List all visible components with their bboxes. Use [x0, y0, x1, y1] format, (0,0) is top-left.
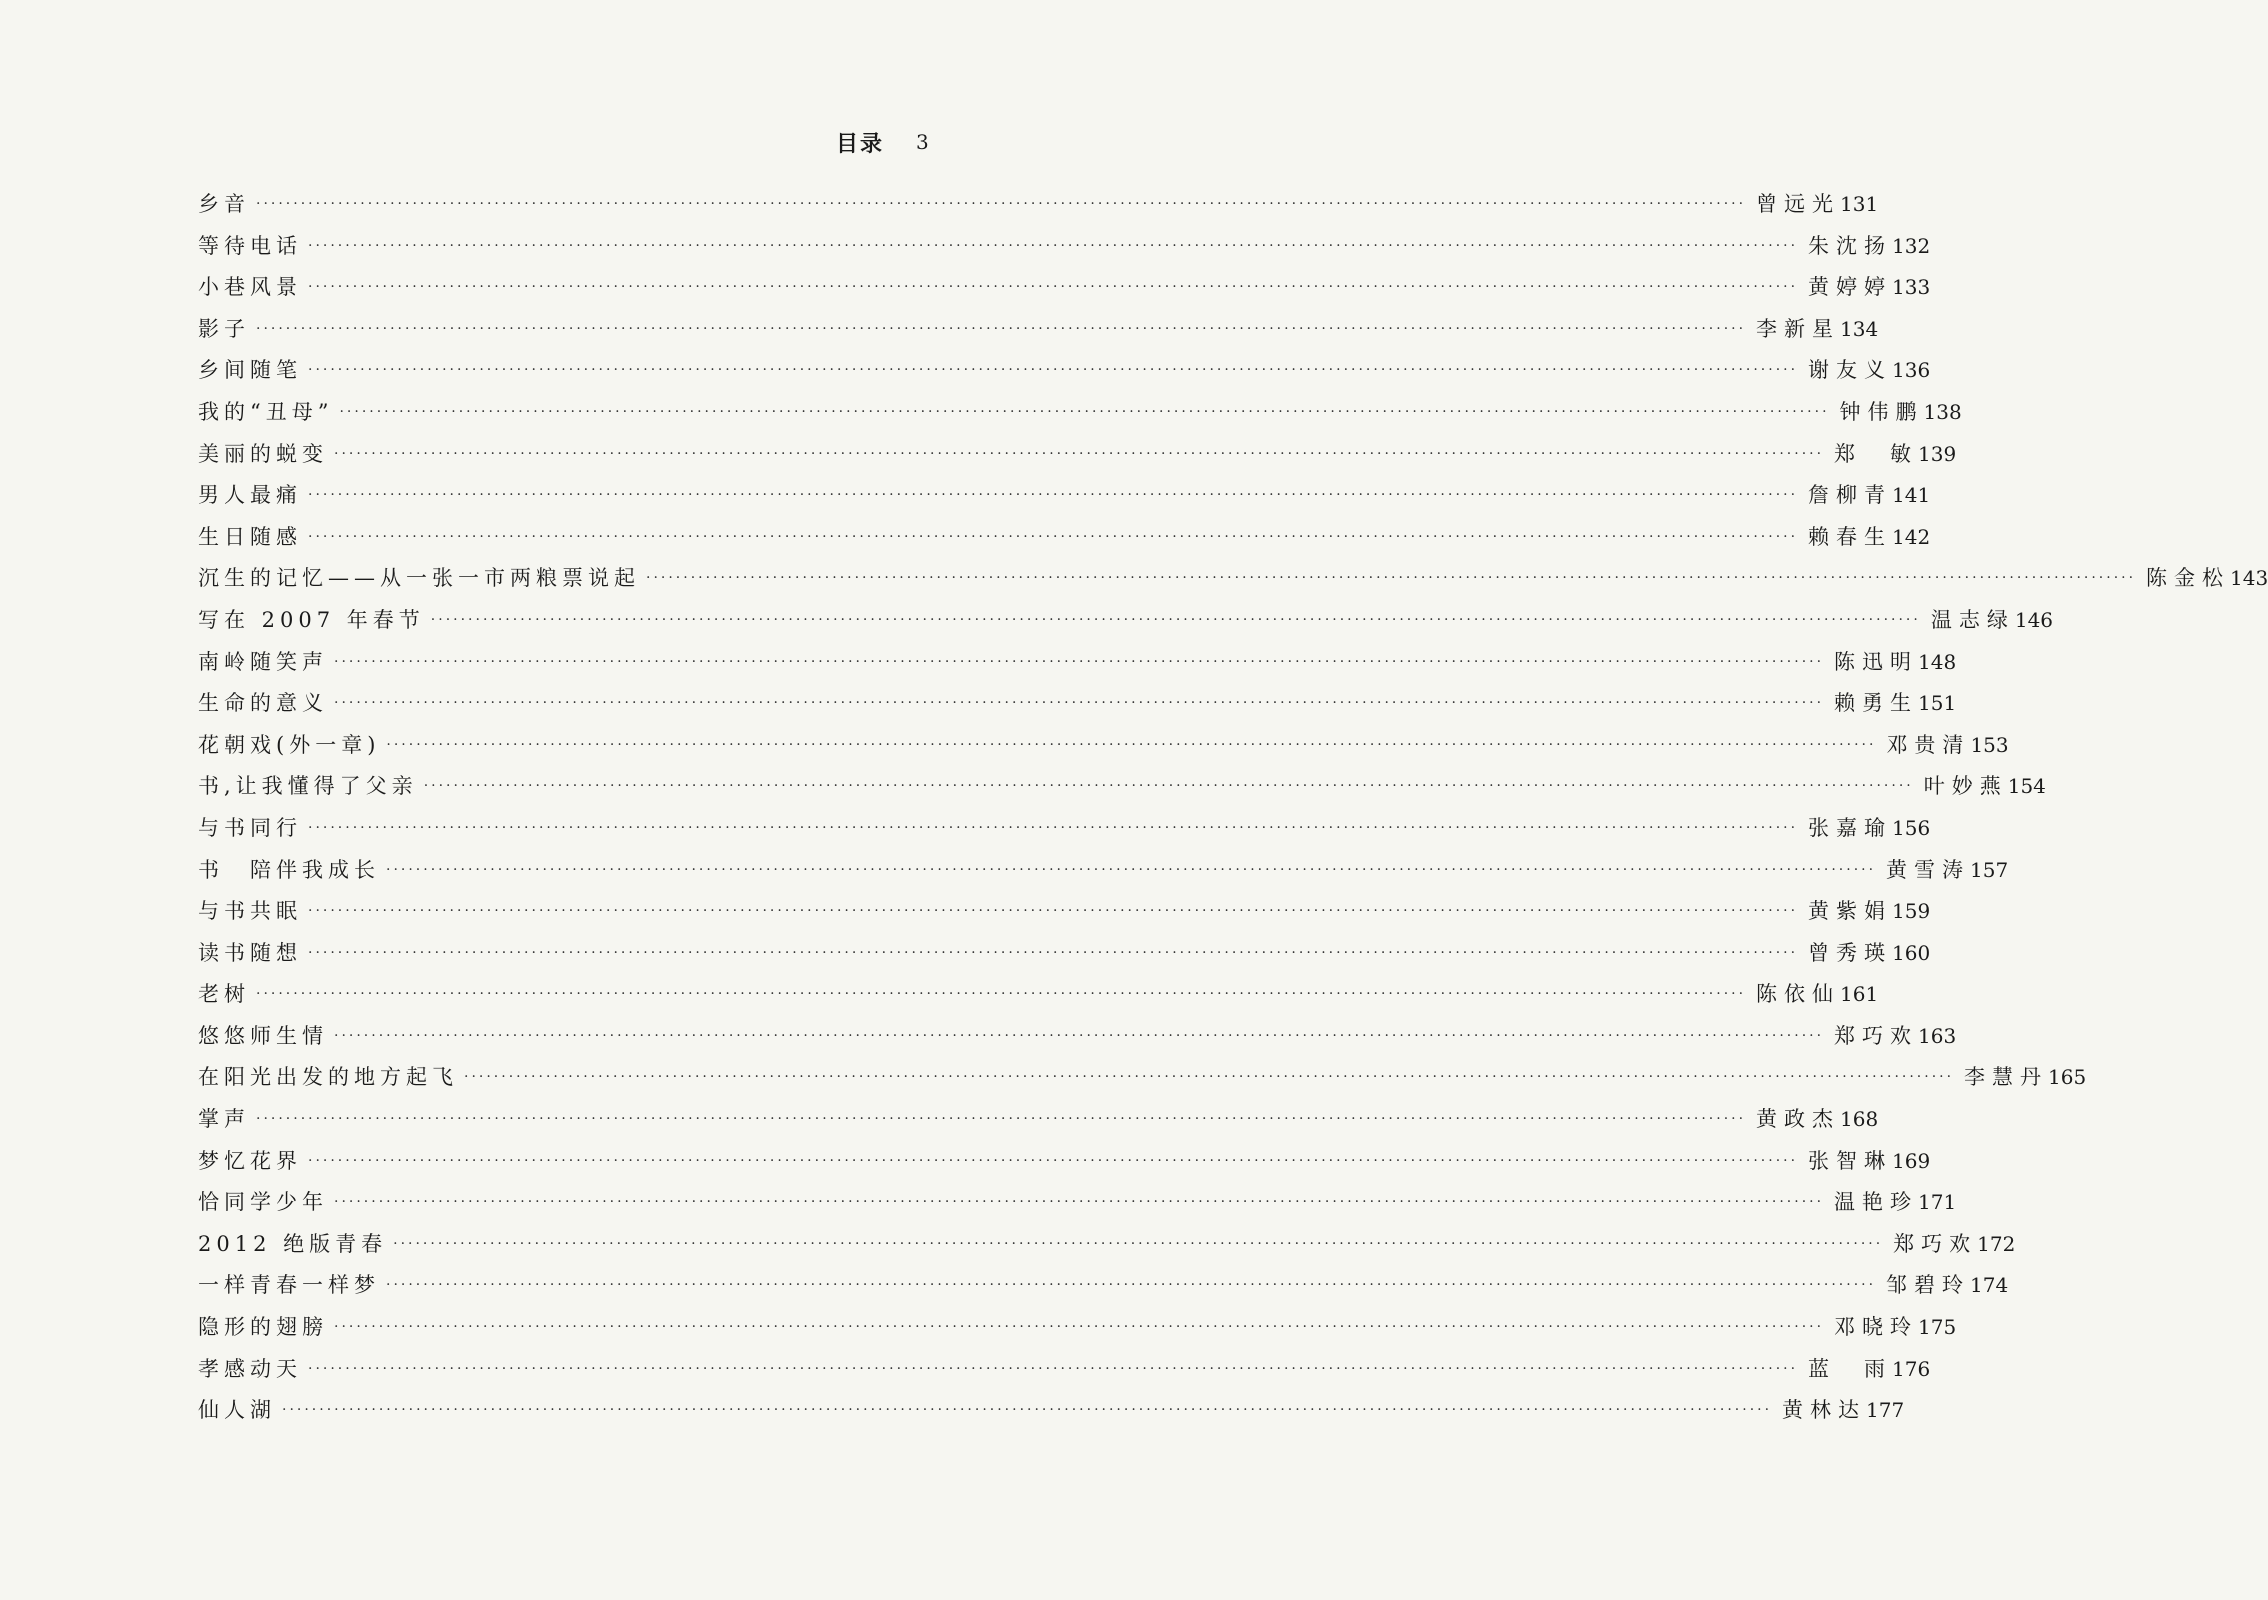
dot-leader: ········································································································································································································ [308, 1360, 1799, 1377]
toc-entry [198, 854, 2009, 896]
toc-entry-page: 169 [1892, 1148, 1931, 1173]
toc-entry-page: 160 [1892, 940, 1931, 965]
toc-entry-author: 黄婷婷 [1808, 275, 1889, 300]
toc-entry-page: 168 [1840, 1107, 1879, 1132]
toc-entry-author: 李新星 [1756, 316, 1837, 341]
dot-leader: ········································································································································································································ [386, 1277, 1877, 1294]
toc-entry-title: 读书随想 [198, 940, 302, 965]
dot-leader: ········································································································································································································ [423, 778, 1914, 795]
toc-entry-page: 161 [1840, 982, 1879, 1007]
dot-leader: ········································································································································································································ [308, 487, 1799, 504]
dot-leader: ········································································································································································································ [256, 320, 1747, 337]
toc-entry [198, 770, 2046, 812]
toc-entry [198, 1394, 1905, 1436]
toc-entry [198, 646, 1957, 688]
toc-entry-page: 136 [1892, 358, 1931, 383]
toc-entry-page: 172 [1977, 1231, 2016, 1256]
toc-entry-title: 掌声 [198, 1107, 250, 1132]
toc-entry-author: 黄雪涛 [1886, 857, 1967, 882]
toc-entry-title: 在阳光出发的地方起飞 [198, 1065, 458, 1090]
dot-leader: ········································································································································································································ [308, 903, 1799, 920]
toc-entry-title: 恰同学少年 [198, 1190, 328, 1215]
toc-entry [198, 1020, 1957, 1062]
header-page-number: 3 [916, 130, 929, 154]
table-of-contents [198, 188, 2268, 1436]
toc-entry-author: 黄林达 [1782, 1398, 1863, 1423]
toc-entry-page: 175 [1918, 1315, 1957, 1340]
toc-entry-page: 153 [1970, 732, 2009, 757]
header-title: 目录 [836, 131, 885, 157]
dot-leader: ········································································································································································································ [339, 403, 1830, 420]
toc-entry-title: 仙人湖 [198, 1398, 276, 1423]
toc-entry-author: 邓晓玲 [1834, 1315, 1915, 1340]
toc-entry-author: 陈依仙 [1756, 982, 1837, 1007]
toc-entry [198, 1311, 1957, 1353]
toc-entry-author: 钟伟鹏 [1839, 399, 1920, 424]
toc-entry-author: 谢友义 [1808, 358, 1889, 383]
toc-entry-page: 132 [1892, 233, 1931, 258]
toc-entry-page: 171 [1918, 1190, 1957, 1215]
toc-entry-author: 黄紫娟 [1808, 899, 1889, 924]
toc-entry-page: 146 [2014, 607, 2054, 632]
toc-entry-page: 138 [1923, 399, 1962, 424]
dot-leader: ········································································································································································································ [282, 1402, 1773, 1419]
toc-entry-author: 邓贵清 [1886, 732, 1967, 757]
toc-entry-title: 隐形的翅膀 [198, 1315, 328, 1340]
toc-entry-title: 一样青春一样梦 [198, 1273, 380, 1298]
toc-entry-author: 李慧丹 [1964, 1065, 2045, 1090]
toc-entry-author: 张嘉瑜 [1808, 815, 1889, 840]
toc-entry-title: 等待电话 [198, 233, 302, 258]
toc-entry-page: 174 [1970, 1273, 2009, 1298]
toc-entry-page: 151 [1918, 691, 1957, 716]
toc-entry [198, 521, 1931, 563]
toc-entry [198, 687, 1957, 729]
toc-entry-author: 温志绿 [1930, 607, 2011, 632]
toc-entry [198, 812, 1931, 854]
toc-entry [198, 438, 1957, 480]
toc-entry-page: 143 [2230, 566, 2268, 591]
toc-entry-title: 老树 [198, 982, 250, 1007]
toc-entry-title: 沉生的记忆——从一张一市两粮票说起 [198, 566, 640, 591]
toc-entry-title: 花朝戏(外一章) [198, 732, 381, 757]
toc-entry [198, 937, 1931, 979]
toc-entry [198, 1353, 1931, 1395]
toc-entry-page: 159 [1892, 899, 1931, 924]
toc-entry-author: 郑 敏 [1834, 441, 1915, 466]
toc-entry-author: 曾秀瑛 [1808, 940, 1889, 965]
toc-entry [198, 562, 2268, 604]
dot-leader: ········································································································································································································ [334, 1194, 1825, 1211]
toc-entry-title: 2012 绝版青春 [198, 1231, 388, 1256]
toc-entry-title: 悠悠师生情 [198, 1023, 328, 1048]
toc-entry [198, 271, 1931, 313]
dot-leader: ········································································································································································································ [256, 1111, 1747, 1128]
dot-leader: ········································································································································································································ [430, 611, 1921, 628]
dot-leader: ········································································································································································································ [393, 1235, 1884, 1252]
dot-leader: ········································································································································································································ [334, 695, 1825, 712]
toc-entry [198, 729, 2009, 771]
dot-leader: ········································································································································································································ [308, 237, 1799, 254]
dot-leader: ········································································································································································································ [334, 1027, 1825, 1044]
toc-entry [198, 354, 1931, 396]
dot-leader: ········································································································································································································ [334, 1319, 1825, 1336]
toc-entry-author: 曾远光 [1756, 192, 1837, 216]
toc-entry [198, 604, 2054, 646]
toc-entry-title: 男人最痛 [198, 483, 302, 508]
toc-entry-title: 写在 2007 年春节 [198, 607, 425, 632]
toc-entry-author: 赖勇生 [1834, 691, 1915, 716]
dot-leader: ········································································································································································································ [308, 362, 1799, 379]
toc-entry [198, 895, 1931, 937]
dot-leader: ········································································································································································································ [308, 819, 1799, 836]
dot-leader: ········································································································································································································ [386, 736, 1877, 753]
toc-entry-page: 133 [1892, 275, 1931, 300]
toc-entry-author: 温艳珍 [1834, 1190, 1915, 1215]
toc-entry-title: 影子 [198, 316, 250, 341]
toc-entry [198, 1186, 1957, 1228]
toc-entry-title: 小巷风景 [198, 275, 302, 300]
toc-entry-author: 叶妙燕 [1923, 774, 2004, 799]
toc-entry-author: 陈金松 [2146, 566, 2227, 591]
toc-entry-page: 141 [1892, 483, 1931, 508]
toc-entry [198, 1145, 1931, 1187]
toc-entry-page: 139 [1918, 441, 1957, 466]
toc-entry-page: 131 [1840, 192, 1879, 216]
toc-entry-author: 张智琳 [1808, 1148, 1889, 1173]
toc-entry-page: 142 [1892, 524, 1931, 549]
toc-entry-page: 134 [1840, 316, 1879, 341]
dot-leader: ········································································································································································································ [308, 528, 1799, 545]
toc-entry-title: 我的“丑母” [198, 399, 334, 424]
dot-leader: ········································································································································································································ [308, 279, 1799, 296]
toc-entry [198, 188, 1879, 230]
toc-entry-title: 生日随感 [198, 524, 302, 549]
toc-entry-title: 梦忆花界 [198, 1148, 302, 1173]
dot-leader: ········································································································································································································ [308, 1152, 1799, 1169]
toc-entry [198, 1269, 2009, 1311]
toc-entry [198, 1061, 2087, 1103]
dot-leader: ········································································································································································································ [308, 944, 1799, 961]
toc-entry-author: 黄政杰 [1756, 1107, 1837, 1132]
toc-entry-title: 南岭随笑声 [198, 649, 328, 674]
toc-entry [198, 396, 1962, 438]
toc-entry [198, 978, 1879, 1020]
toc-entry [198, 1103, 1879, 1145]
toc-entry-author: 詹柳青 [1808, 483, 1889, 508]
toc-entry-author: 朱沈扬 [1808, 233, 1889, 258]
toc-entry-title: 与书同行 [198, 815, 302, 840]
toc-entry [198, 1228, 2016, 1270]
toc-entry-title: 美丽的蜕变 [198, 441, 328, 466]
toc-entry-author: 邹碧玲 [1886, 1273, 1967, 1298]
page-header [836, 122, 946, 162]
dot-leader: ········································································································································································································ [256, 986, 1747, 1003]
toc-entry-title: 书,让我懂得了父亲 [198, 774, 418, 799]
toc-entry-author: 郑巧欢 [1834, 1023, 1915, 1048]
toc-entry-title: 生命的意义 [198, 691, 328, 716]
toc-entry-title: 乡音 [198, 192, 250, 216]
toc-entry-title: 乡间随笔 [198, 358, 302, 383]
toc-entry-title: 书 陪伴我成长 [198, 857, 380, 882]
toc-entry-author: 赖春生 [1808, 524, 1889, 549]
dot-leader: ········································································································································································································ [334, 445, 1825, 462]
toc-entry-page: 156 [1892, 815, 1931, 840]
toc-entry-page: 177 [1866, 1398, 1905, 1423]
toc-entry-page: 154 [2007, 774, 2046, 799]
dot-leader: ········································································································································································································ [256, 196, 1747, 212]
toc-entry-page: 157 [1970, 857, 2009, 882]
toc-entry-page: 148 [1918, 649, 1957, 674]
toc-entry [198, 313, 1879, 355]
dot-leader: ········································································································································································································ [334, 653, 1825, 670]
toc-entry [198, 479, 1931, 521]
toc-entry-title: 与书共眠 [198, 899, 302, 924]
toc-entry-author: 郑巧欢 [1893, 1231, 1974, 1256]
dot-leader: ········································································································································································································ [386, 861, 1877, 878]
toc-entry [198, 230, 1931, 272]
toc-entry-author: 蓝 雨 [1808, 1356, 1889, 1381]
dot-leader: ········································································································································································································ [464, 1069, 1955, 1086]
toc-entry-page: 165 [2048, 1065, 2087, 1090]
toc-entry-title: 孝感动天 [198, 1356, 302, 1381]
toc-entry-page: 163 [1918, 1023, 1957, 1048]
toc-entry-page: 176 [1892, 1356, 1931, 1381]
dot-leader: ········································································································································································································ [646, 570, 2137, 587]
toc-entry-author: 陈迅明 [1834, 649, 1915, 674]
